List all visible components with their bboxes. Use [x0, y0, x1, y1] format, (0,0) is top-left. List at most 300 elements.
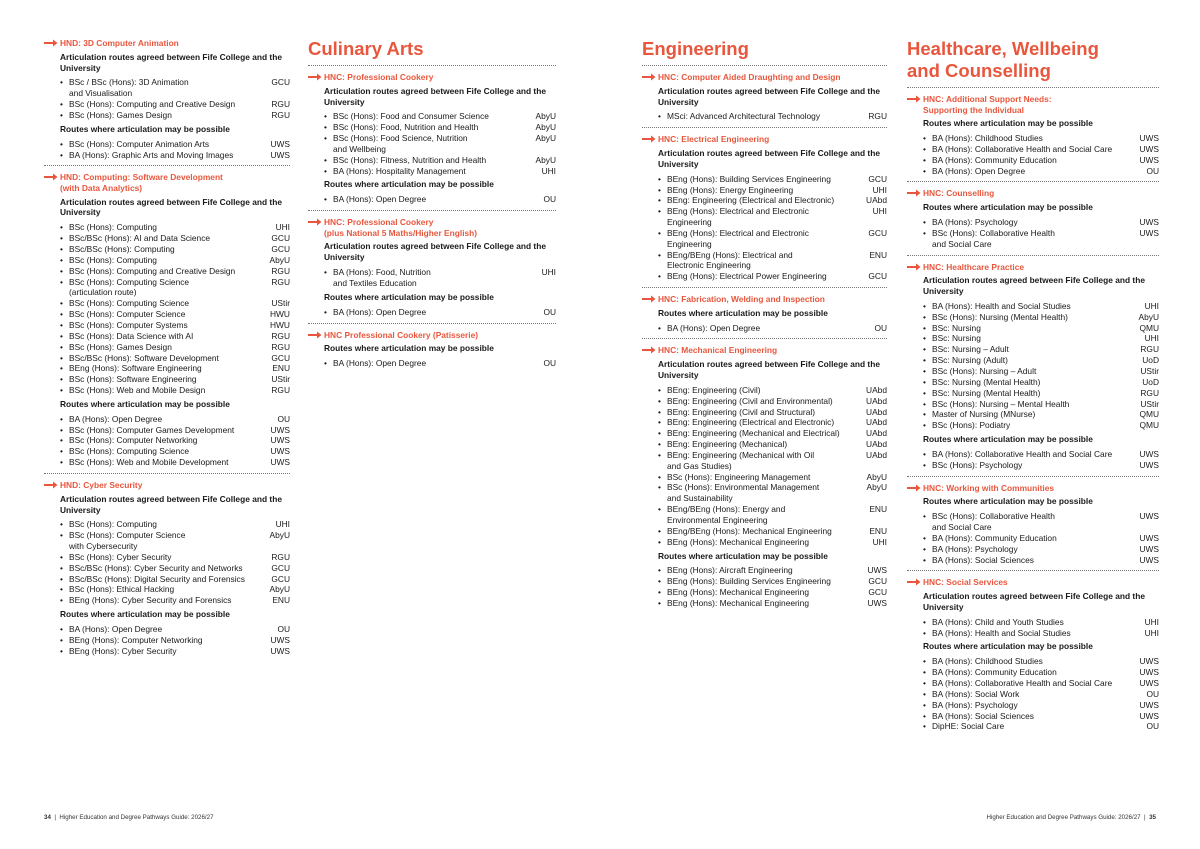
route-item — [923, 355, 1159, 366]
course-title — [907, 262, 1159, 273]
route-item — [658, 417, 887, 428]
route-name: • BA (Hons): Open Degree — [333, 194, 427, 205]
route-name: • BSc: Nursing — [932, 322, 981, 333]
route-university: GCU — [868, 576, 887, 587]
route-university: UWS — [270, 645, 290, 656]
route-name: • BSc (Hons): Computing — [69, 519, 157, 530]
divider — [907, 87, 1159, 88]
divider — [308, 210, 556, 211]
course-title — [642, 134, 887, 145]
route-item — [324, 307, 556, 318]
divider — [907, 476, 1159, 477]
course-block — [642, 134, 887, 282]
route-item — [658, 206, 887, 228]
route-university: GCU — [271, 573, 290, 584]
route-university: GCU — [271, 233, 290, 244]
column-engineering — [642, 38, 887, 612]
divider — [44, 165, 290, 166]
course-title — [44, 38, 290, 49]
course-body — [907, 496, 1159, 565]
route-item — [923, 721, 1159, 732]
course-body — [907, 275, 1159, 471]
course-block — [44, 38, 290, 160]
route-item — [923, 700, 1159, 711]
footer-divider: | — [54, 814, 56, 821]
route-item — [923, 228, 1159, 250]
footer-divider: | — [1144, 814, 1146, 821]
route-university: UHI — [275, 222, 290, 233]
route-item — [60, 320, 290, 331]
route-group-heading: Articulation routes agreed between Fife College and the University — [60, 196, 282, 218]
route-list — [658, 174, 887, 282]
route-name: • BA (Hons): Open Degree — [333, 358, 427, 369]
route-list — [923, 511, 1159, 565]
route-name: • BSc (Hons): Engineering Management — [667, 471, 811, 482]
route-name: • BEng: Engineering (Civil and Structural) — [667, 406, 816, 417]
course-title-text: HNC: Fabrication, Welding and Inspection — [658, 294, 825, 305]
route-item — [60, 266, 290, 277]
route-item — [60, 457, 290, 468]
route-university: OU — [874, 322, 887, 333]
route-name: • BEng (Hons): Electrical and Electronic Engineering — [667, 206, 809, 228]
route-group-heading: Routes where articulation may be possible — [658, 307, 828, 318]
course-title-text: HNC: Professional Cookery (plus National 5 Maths/Higher English) — [324, 217, 478, 238]
arrow-icon — [44, 39, 58, 47]
course-title-text: HND: Computing: Software Development (with Data Analytics) — [60, 172, 223, 193]
route-university: UHI — [1144, 627, 1159, 638]
route-name: • BA (Hons): Community Education — [932, 532, 1057, 543]
section-title: Engineering — [642, 38, 749, 59]
route-university: UWS — [270, 457, 290, 468]
route-list — [324, 194, 556, 205]
route-name: • BSc (Hons): Computer Science — [69, 309, 186, 320]
route-group-heading: Articulation routes agreed between Fife College and the University — [60, 493, 282, 515]
route-item — [923, 399, 1159, 410]
route-name: • BSc (Hons): Environmental Management and Sustainability — [667, 482, 820, 504]
route-item — [60, 139, 290, 150]
route-university: UWS — [270, 424, 290, 435]
route-university: AbyU — [269, 530, 290, 541]
route-university: OU — [543, 194, 556, 205]
route-name: • BEng: Engineering (Electrical and Electronic) — [667, 417, 835, 428]
arrow-icon — [642, 346, 656, 354]
route-list — [923, 656, 1159, 732]
route-university: UHI — [1144, 333, 1159, 344]
course-body — [308, 86, 556, 206]
route-item — [324, 166, 556, 177]
route-name: • BEng (Hons): Building Services Engineering — [667, 576, 831, 587]
route-item — [60, 646, 290, 657]
route-item — [60, 277, 290, 299]
route-list — [324, 307, 556, 318]
route-name: • BSc (Hons): Computing Science — [69, 298, 190, 309]
route-item — [658, 537, 887, 548]
course-block — [642, 345, 887, 608]
route-name: • BA (Hons): Health and Social Studies — [932, 300, 1071, 311]
route-group-heading: Articulation routes agreed between Fife College and the University — [324, 241, 546, 263]
column-culinary-arts — [308, 38, 556, 372]
route-name: • BA (Hons): Social Sciences — [932, 554, 1034, 565]
course-title — [308, 217, 556, 238]
route-list — [60, 222, 290, 396]
route-university: AbyU — [535, 154, 556, 165]
route-university: ENU — [272, 595, 290, 606]
route-item — [60, 331, 290, 342]
route-name: • BSc (Hons): Computing and Creative Design — [69, 265, 236, 276]
arrow-icon — [308, 331, 322, 339]
section-title: Healthcare, Wellbeing and Counselling — [907, 38, 1099, 81]
route-name: • BEng/BEng (Hons): Mechanical Engineering — [667, 525, 832, 536]
arrow-icon — [642, 135, 656, 143]
route-university: UWS — [1139, 678, 1159, 689]
route-name: • DipHE: Social Care — [932, 721, 1005, 732]
route-university: AbyU — [1138, 311, 1159, 322]
route-university: UWS — [1139, 667, 1159, 678]
route-item — [658, 504, 887, 526]
course-title — [907, 483, 1159, 494]
route-name: • BEng (Hons): Software Engineering — [69, 363, 202, 374]
route-item — [923, 678, 1159, 689]
route-item — [658, 185, 887, 196]
route-university: UAbd — [866, 406, 887, 417]
route-name: • BA (Hons): Open Degree — [69, 413, 163, 424]
route-university: GCU — [271, 562, 290, 573]
route-name: • BSc/BSc (Hons): Computing — [69, 244, 175, 255]
route-item — [658, 228, 887, 250]
footer-title-left: Higher Education and Degree Pathways Guide: 2026/27 — [59, 814, 214, 821]
route-university: RGU — [868, 111, 887, 122]
course-title-text: HNC: Social Services — [923, 577, 1008, 588]
arrow-icon — [44, 481, 58, 489]
divider — [907, 181, 1159, 182]
route-university: AbyU — [269, 254, 290, 265]
route-name: • BA (Hons): Food, Nutrition and Textiles Education — [333, 267, 431, 289]
route-university: AbyU — [269, 584, 290, 595]
route-item — [658, 174, 887, 185]
route-item — [923, 511, 1159, 533]
route-name: • BSc (Hons): Software Engineering — [69, 374, 197, 385]
route-university: GCU — [271, 244, 290, 255]
route-list — [60, 624, 290, 657]
route-name: • BSc (Hons): Games Design — [69, 341, 172, 352]
route-university: UWS — [270, 446, 290, 457]
route-item — [658, 576, 887, 587]
route-item — [60, 374, 290, 385]
route-name: • BA (Hons): Collaborative Health and Social Care — [932, 678, 1113, 689]
course-body — [44, 52, 290, 161]
route-item — [923, 217, 1159, 228]
route-name: • BSc (Hons): Food Science, Nutrition and Wellbeing — [333, 133, 468, 154]
route-item — [658, 323, 887, 334]
route-name: • BSc (Hons): Computing Science — [69, 446, 190, 457]
column-computing — [44, 38, 290, 660]
course-title — [44, 172, 290, 193]
route-item — [60, 353, 290, 364]
route-university: UHI — [872, 206, 887, 217]
route-name: • BSc (Hons): Nursing – Mental Health — [932, 398, 1070, 409]
course-title-text: HNC: Electrical Engineering — [658, 134, 770, 145]
route-item — [60, 519, 290, 530]
course-block — [642, 72, 887, 122]
route-list — [923, 301, 1159, 431]
route-item — [658, 396, 887, 407]
route-item — [658, 271, 887, 282]
course-title-text: HNC: Additional Support Needs: Supporting the Individual — [923, 94, 1052, 115]
route-name: • BSc (Hons): Fitness, Nutrition and Health — [333, 154, 487, 165]
route-university: RGU — [271, 330, 290, 341]
route-item — [923, 377, 1159, 388]
route-item — [60, 99, 290, 110]
route-university: GCU — [271, 77, 290, 88]
route-university: ENU — [869, 525, 887, 536]
route-name: • BSc/BSc (Hons): AI and Data Science — [69, 233, 211, 244]
divider — [907, 570, 1159, 571]
route-item — [60, 342, 290, 353]
route-item — [923, 301, 1159, 312]
route-item — [60, 255, 290, 266]
route-item — [923, 533, 1159, 544]
route-item — [923, 344, 1159, 355]
course-title-text: HNC: Mechanical Engineering — [658, 345, 778, 356]
route-item — [60, 222, 290, 233]
route-name: • BSc (Hons): Computing — [69, 254, 157, 265]
route-list — [923, 617, 1159, 639]
route-item — [60, 385, 290, 396]
route-group-heading: Routes where articulation may be possible — [324, 291, 494, 302]
route-university: UHI — [872, 536, 887, 547]
route-university: ENU — [869, 504, 887, 515]
route-name: • BSc (Hons): Computer Science with Cybersecurity — [69, 530, 186, 552]
course-block — [308, 330, 556, 369]
route-group-heading: Routes where articulation may be possible — [923, 118, 1093, 129]
route-list — [923, 217, 1159, 250]
route-item — [60, 563, 290, 574]
route-item — [60, 363, 290, 374]
course-title-text: HNC: Working with Communities — [923, 482, 1055, 493]
course-title — [907, 188, 1159, 199]
route-name: • BSc (Hons): Computer Systems — [69, 319, 188, 330]
course-block — [907, 94, 1159, 176]
course-block — [907, 188, 1159, 249]
route-university: AbyU — [866, 471, 887, 482]
route-item — [658, 385, 887, 396]
route-name: • BA (Hons): Open Degree — [333, 306, 427, 317]
route-item — [658, 482, 887, 504]
route-name: • BA (Hons): Social Work — [932, 688, 1020, 699]
route-item — [60, 233, 290, 244]
route-item — [923, 628, 1159, 639]
route-name: • BA (Hons): Community Education — [932, 154, 1057, 165]
route-item — [923, 555, 1159, 566]
route-item — [60, 552, 290, 563]
route-group-heading: Routes where articulation may be possible — [60, 398, 230, 409]
course-body — [907, 118, 1159, 176]
route-university: AbyU — [866, 482, 887, 493]
route-name: • BSc (Hons): Computing Science (articulation route) — [69, 276, 190, 298]
route-university: AbyU — [535, 111, 556, 122]
route-item — [923, 409, 1159, 420]
route-university: UStir — [271, 298, 290, 309]
route-university: RGU — [271, 341, 290, 352]
course-block — [44, 480, 290, 657]
route-university: UHI — [541, 267, 556, 278]
route-name: • BSc (Hons): Nursing – Adult — [932, 365, 1037, 376]
page-number-left: 34 — [44, 814, 51, 821]
route-item — [324, 358, 556, 369]
route-item — [324, 111, 556, 122]
route-list — [658, 323, 887, 334]
route-name: • BSc (Hons): Computer Animation Arts — [69, 138, 210, 149]
route-name: • Master of Nursing (MNurse) — [932, 409, 1036, 420]
route-name: • BA (Hons): Open Degree — [932, 165, 1026, 176]
route-university: UWS — [1139, 554, 1159, 565]
route-group-heading: Routes where articulation may be possible — [324, 343, 494, 354]
route-name: • BEng/BEng (Hons): Electrical and Electronic Engineering — [667, 249, 793, 271]
route-list — [60, 414, 290, 468]
route-name: • BSc (Hons): Web and Mobile Design — [69, 385, 206, 396]
route-name: • BSc (Hons): Nursing (Mental Health) — [932, 311, 1068, 322]
arrow-icon — [907, 263, 921, 271]
route-item — [923, 312, 1159, 323]
route-university: UAbd — [866, 195, 887, 206]
route-university: UWS — [1139, 532, 1159, 543]
route-university: UWS — [1139, 543, 1159, 554]
route-university: QMU — [1139, 322, 1159, 333]
route-name: • BA (Hons): Psychology — [932, 216, 1018, 227]
arrow-icon — [907, 189, 921, 197]
route-university: QMU — [1139, 420, 1159, 431]
route-name: • BSc/BSc (Hons): Software Development — [69, 352, 219, 363]
route-name: • BSc: Nursing (Mental Health) — [932, 376, 1041, 387]
route-group-heading: Articulation routes agreed between Fife College and the University — [658, 147, 880, 169]
route-university: UWS — [270, 634, 290, 645]
route-university: UWS — [1139, 656, 1159, 667]
route-university: GCU — [868, 227, 887, 238]
route-list — [324, 358, 556, 369]
route-name: • BSc (Hons): Collaborative Health and Social Care — [932, 227, 1055, 249]
route-university: OU — [543, 358, 556, 369]
course-block — [907, 577, 1159, 732]
route-group-heading: Articulation routes agreed between Fife College and the University — [923, 590, 1145, 612]
course-body — [44, 494, 290, 657]
course-block — [44, 172, 290, 468]
route-name: • BSc (Hons): Cyber Security — [69, 551, 172, 562]
route-item — [658, 250, 887, 272]
route-name: • BEng (Hons): Building Services Engineering — [667, 173, 831, 184]
route-group-heading: Routes where articulation may be possible — [60, 123, 230, 134]
footer-title-right: Higher Education and Degree Pathways Guide: 2026/27 — [986, 814, 1141, 821]
route-name: • BSc (Hons): Computing and Creative Design — [69, 99, 236, 110]
route-university: UHI — [541, 165, 556, 176]
divider — [642, 338, 887, 339]
route-item — [60, 446, 290, 457]
route-university: OU — [1146, 165, 1159, 176]
route-university: UWS — [1139, 143, 1159, 154]
route-group-heading: Routes where articulation may be possible — [923, 496, 1093, 507]
route-item — [923, 323, 1159, 334]
route-name: • BA (Hons): Graphic Arts and Moving Images — [69, 149, 234, 160]
route-university: UoD — [1142, 376, 1159, 387]
route-university: GCU — [868, 587, 887, 598]
route-list — [658, 111, 887, 122]
divider — [907, 255, 1159, 256]
route-list — [658, 565, 887, 608]
route-name: • BSc: Nursing – Adult — [932, 344, 1009, 355]
column-healthcare — [907, 38, 1159, 735]
route-name: • BEng (Hons): Electrical and Electronic Engineering — [667, 227, 809, 249]
route-name: • BSc (Hons): Collaborative Health and Social Care — [932, 511, 1055, 532]
course-block — [308, 217, 556, 317]
course-body — [308, 241, 556, 317]
route-university: UWS — [1139, 227, 1159, 238]
course-block — [907, 483, 1159, 566]
course-body — [44, 197, 290, 468]
route-name: • BEng (Hons): Aircraft Engineering — [667, 565, 793, 576]
route-item — [658, 526, 887, 537]
route-university: RGU — [271, 109, 290, 120]
route-university: GCU — [271, 352, 290, 363]
route-university: ENU — [869, 249, 887, 260]
route-university: UAbd — [866, 384, 887, 395]
route-group-heading: Routes where articulation may be possible — [60, 609, 230, 620]
route-name: • BEng (Hons): Energy Engineering — [667, 184, 794, 195]
route-item — [923, 133, 1159, 144]
course-body — [642, 148, 887, 282]
route-university: UStir — [271, 374, 290, 385]
route-university: RGU — [271, 99, 290, 110]
route-name: • BA (Hons): Collaborative Health and Social Care — [932, 448, 1113, 459]
route-name: • BSc (Hons): Ethical Hacking — [69, 584, 175, 595]
course-title — [308, 330, 556, 341]
course-title-text: HNC: Counselling — [923, 188, 995, 199]
route-item — [324, 194, 556, 205]
route-item — [60, 309, 290, 320]
route-group-heading: Articulation routes agreed between Fife College and the University — [658, 85, 880, 107]
route-name: • BA (Hons): Community Education — [932, 667, 1057, 678]
route-group-heading: Routes where articulation may be possible — [923, 202, 1093, 213]
route-name: • BEng: Engineering (Civil and Environmental) — [667, 395, 833, 406]
route-university: RGU — [1140, 344, 1159, 355]
route-university: UHI — [872, 184, 887, 195]
route-item — [923, 155, 1159, 166]
route-university: AbyU — [535, 133, 556, 144]
route-item — [923, 366, 1159, 377]
route-item — [658, 472, 887, 483]
arrow-icon — [642, 295, 656, 303]
course-title — [642, 294, 887, 305]
route-name: • BA (Hons): Social Sciences — [932, 710, 1034, 721]
route-university: UWS — [1139, 154, 1159, 165]
course-title-text: HNC: Healthcare Practice — [923, 261, 1025, 272]
route-university: UAbd — [866, 439, 887, 450]
divider — [308, 65, 556, 66]
route-name: • BSc (Hons): Computer Games Development — [69, 424, 235, 435]
route-list — [324, 111, 556, 176]
route-university: HWU — [269, 309, 290, 320]
route-item — [324, 133, 556, 155]
route-university: UHI — [275, 519, 290, 530]
route-item — [60, 624, 290, 635]
route-name: • BEng: Engineering (Mechanical and Electrical) — [667, 428, 840, 439]
route-item — [658, 598, 887, 609]
route-item — [923, 656, 1159, 667]
arrow-icon — [308, 218, 322, 226]
course-title — [907, 94, 1159, 115]
arrow-icon — [642, 73, 656, 81]
route-university: AbyU — [535, 122, 556, 133]
route-name: • BEng: Engineering (Electrical and Electronic) — [667, 195, 835, 206]
route-group-heading: Articulation routes agreed between Fife College and the University — [923, 275, 1145, 296]
